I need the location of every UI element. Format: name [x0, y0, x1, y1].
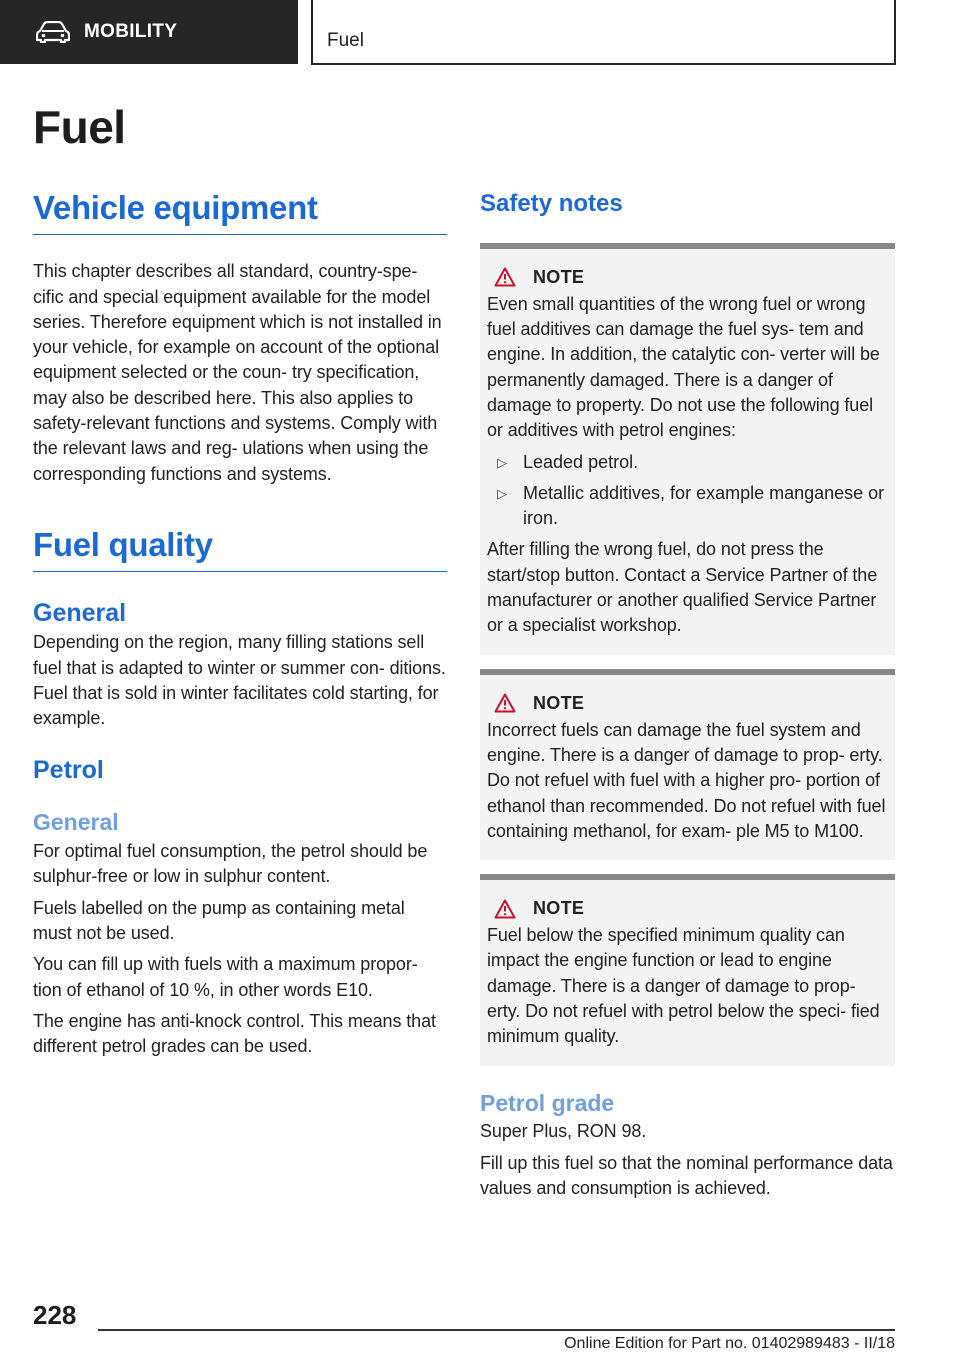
note-text: Even small quantities of the wrong fuel or wrong fuel additives can damage the fuel sys‐ tem and engine. In addition, the catalytic con‐ verter will be permanently damaged. There is a danger of damage to property. Do not use the following fuel or additives with petrol engines: [487, 293, 880, 441]
note-title: NOTE [533, 266, 585, 287]
note-text: After filling the wrong fuel, do not press the start/stop button. Contact a Service Partner of the manufacturer or another qualified Service Partner or a specialist workshop. [487, 539, 878, 636]
list-item: ▷ Leaded petrol. [487, 450, 887, 475]
chapter-label: Fuel [327, 30, 364, 51]
petrol-heading: Petrol [33, 756, 104, 785]
petrol-general-heading: General [33, 809, 119, 836]
petrol-paragraph: The engine has anti-knock control. This means that different petrol grades can be used. [33, 1010, 436, 1057]
petrol-grade-heading: Petrol grade [480, 1089, 615, 1116]
vehicle-equipment-heading: Vehicle equipment [33, 190, 447, 235]
triangle-bullet-icon: ▷ [497, 485, 507, 501]
note-title: NOTE [533, 898, 585, 919]
petrol-paragraph: Fuels labelled on the pump as containing metal must not be used. [33, 897, 405, 943]
note-text: Fuel below the specified minimum quality can impact the engine function or lead to engine damage. There is a danger of damage to prop‐ erty. Do not refuel with petrol below the speci‐ fied minimum quality. [487, 925, 880, 1047]
warning-triangle-icon [494, 267, 516, 287]
petrol-paragraph: For optimal fuel consumption, the petrol should be sulphur-free or low in sulphur content. [33, 841, 428, 887]
note-box [480, 243, 895, 655]
left-column [33, 190, 447, 1059]
edition-text: Online Edition for Part no. 01402989483 - II/18 [564, 1335, 895, 1352]
note-title: NOTE [533, 692, 585, 713]
note-header [487, 898, 887, 919]
warning-triangle-icon [494, 899, 516, 919]
note-box [480, 669, 895, 860]
page-number: 228 [33, 1300, 77, 1330]
general-text: Depending on the region, many filling stations sell fuel that is adapted to winter or summer con‐ ditions. Fuel that is sold in winter facilitates cold starting, for example. [33, 632, 446, 729]
safety-notes-heading: Safety notes [480, 190, 623, 217]
note-header [487, 267, 887, 288]
petrol-paragraph: You can fill up with fuels with a maximum propor‐ tion of ethanol of 10 %, in other words E10. [33, 954, 418, 1000]
warning-triangle-icon [494, 693, 516, 713]
note-text: Incorrect fuels can damage the fuel system and engine. There is a danger of damage to prop‐ erty. Do not refuel with fuel with a higher pro‐ portion of ethanol than recommended. Do not refuel with fuel containing methanol, for exam‐ ple M5 to M100. [487, 719, 886, 841]
note-box [480, 874, 895, 1065]
triangle-bullet-icon: ▷ [497, 454, 507, 470]
fuel-quality-heading: Fuel quality [33, 527, 447, 572]
petrol-grade-text: Super Plus, RON 98. [480, 1121, 647, 1142]
page-title: Fuel [33, 101, 126, 153]
chapter-tab [311, 0, 896, 65]
right-column [480, 190, 895, 1201]
section-label: MOBILITY [84, 21, 178, 42]
note-header [487, 693, 887, 714]
vehicle-equipment-text: This chapter describes all standard, country-spe‐ cific and special equipment available for the model series. Therefore equipment which is not installed in your vehicle, for example on account of the optional equipment selected or the coun‐ try specification, may also be described here. This also applies to safety-relevant functions and systems. Comply with the relevant laws and reg‐ ulations when using the corresponding functions and systems. [33, 261, 442, 484]
car-icon [36, 21, 70, 43]
footer-divider [98, 1329, 895, 1331]
general-heading: General [33, 599, 127, 628]
section-tab [0, 0, 298, 64]
list-item: ▷ Metallic additives, for example manganese or iron. [487, 481, 887, 532]
petrol-grade-text: Fill up this fuel so that the nominal performance data values and consumption is achieved. [480, 1152, 893, 1198]
